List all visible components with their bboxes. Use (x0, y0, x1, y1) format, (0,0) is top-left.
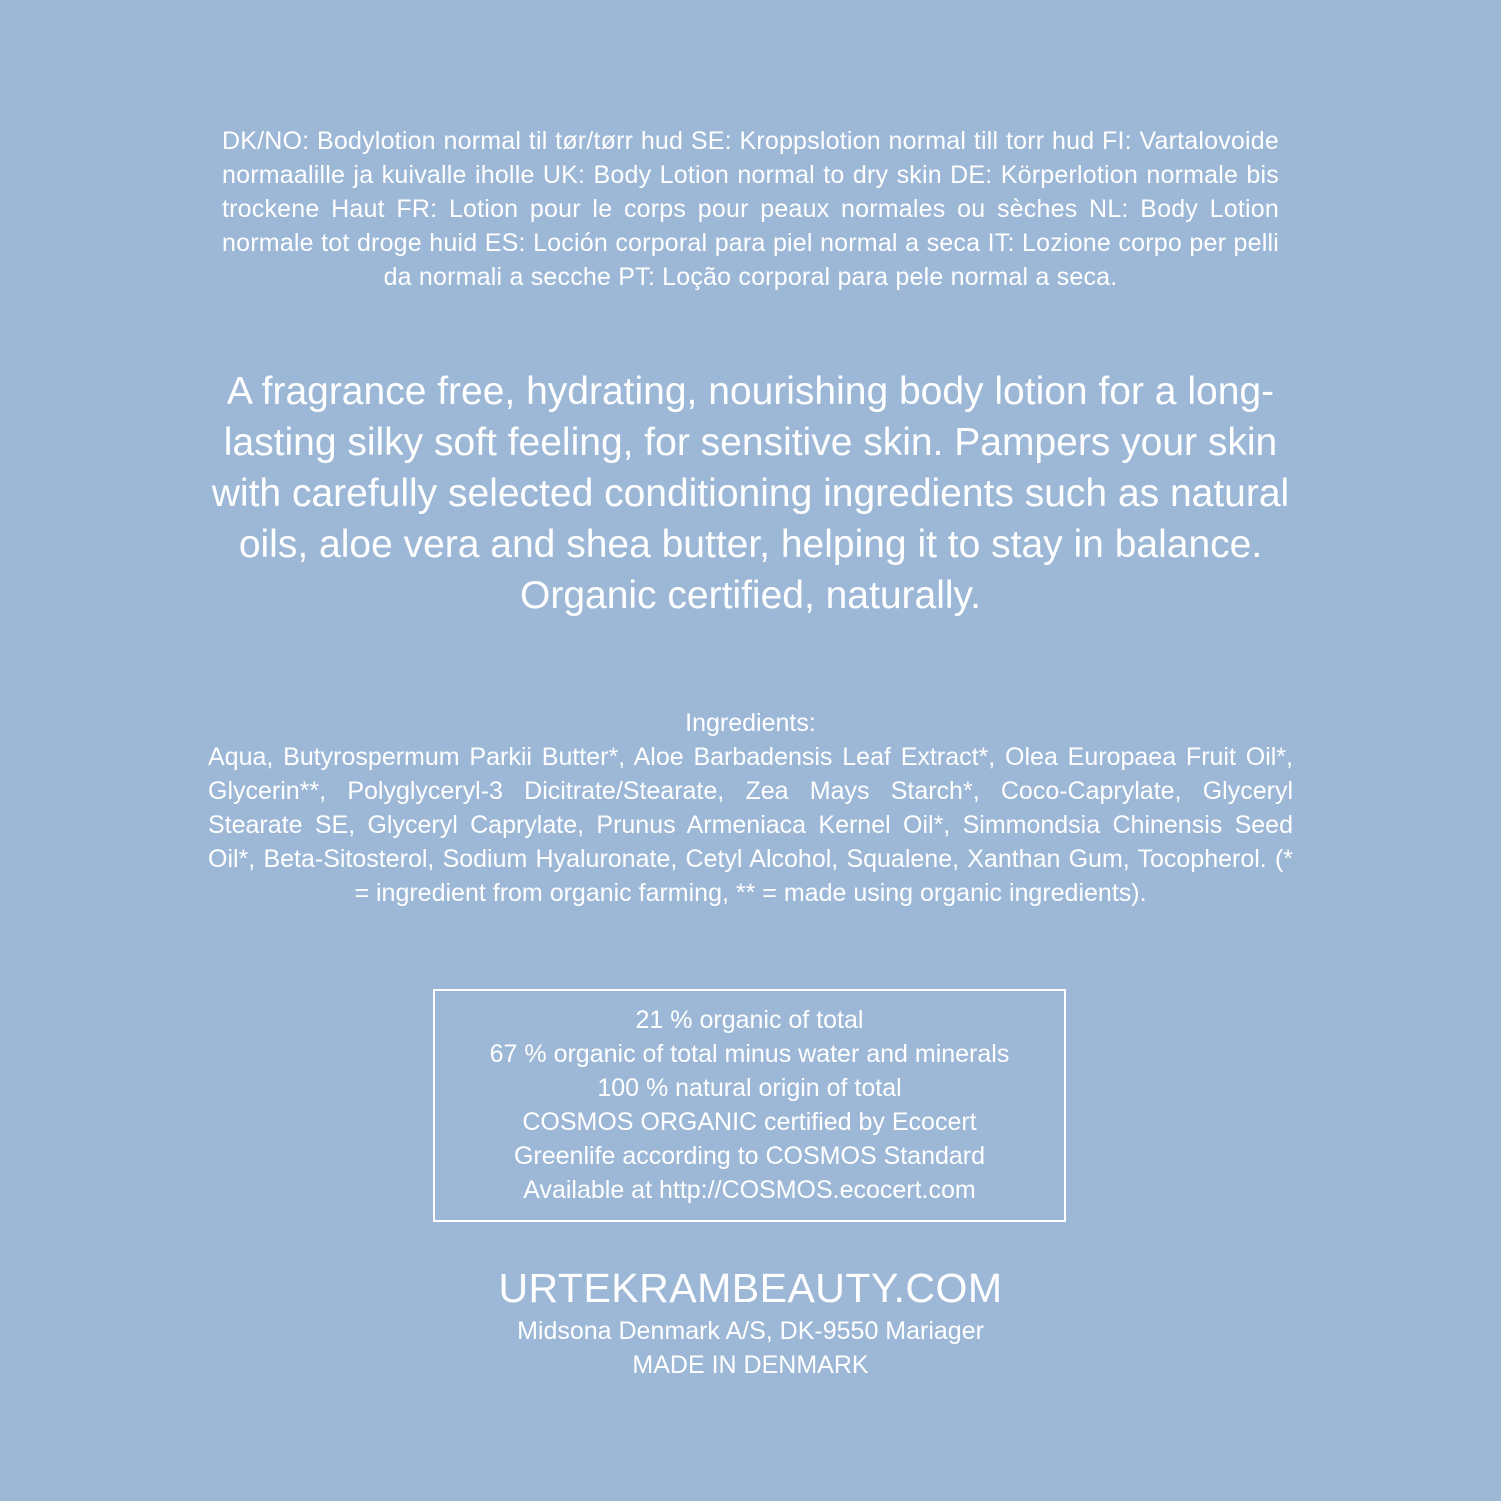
cert-line-greenlife: Greenlife according to COSMOS Standard (513, 1142, 986, 1170)
company-address: Midsona Denmark A/S, DK-9550 Mariager (517, 1317, 984, 1345)
cert-line-organic-minus-water: 67 % organic of total minus water and minerals (489, 1040, 1010, 1068)
product-name-translations: DK/NO: Bodylotion normal til tør/tørr hud SE: Kroppslotion normal till torr hud FI: Vartalovoide normaalille ja kuivalle iholle UK: Body Lotion normal to dry skin DE: Körperlotion normale bis trockene Haut FR: Lotion pour le corps pour peaux normales ou sèches NL: Body Lotion normale tot droge huid ES: Loción corporal para piel normal a seca IT: Lozione corpo per pelli da normali a secche PT: Loção corporal para pele normal a seca. (222, 127, 1279, 291)
cert-line-organic-total: 21 % organic of total (635, 1006, 864, 1034)
product-description: A fragrance free, hydrating, nourishing body lotion for a long-lasting silky soft feeling, for sensitive skin. Pampers your skin with carefully selected conditioning ingredients such as natural oils, aloe vera and shea butter, helping it to stay in balance. Organic certified, naturally. (211, 370, 1290, 617)
certification-box (433, 989, 1066, 1222)
brand-website: URTEKRAMBEAUTY.COM (498, 1265, 1003, 1311)
cert-line-availability: Available at http://COSMOS.ecocert.com (523, 1176, 976, 1204)
ingredients-heading: Ingredients: (685, 709, 816, 737)
footer (0, 1262, 1501, 1382)
cert-line-cosmos-certified: COSMOS ORGANIC certified by Ecocert (522, 1108, 977, 1136)
cert-line-natural-origin: 100 % natural origin of total (597, 1074, 902, 1102)
country-of-origin: MADE IN DENMARK (632, 1351, 869, 1379)
ingredients-list: Aqua, Butyrospermum Parkii Butter*, Aloe Barbadensis Leaf Extract*, Olea Europaea Fruit Oil*, Glycerin**, Polyglyceryl-3 Dicitrate/Stearate, Zea Mays Starch*, Coco-Caprylate, Glyceryl Stearate SE, Glyceryl Caprylate, Prunus Armeniaca Kernel Oil*, Simmondsia Chinensis Seed Oil*, Beta-Sitosterol, Sodium Hyaluronate, Cetyl Alcohol, Squalene, Xanthan Gum, Tocopherol. (* = ingredient from organic farming, ** = made using organic ingredients). (208, 743, 1293, 907)
